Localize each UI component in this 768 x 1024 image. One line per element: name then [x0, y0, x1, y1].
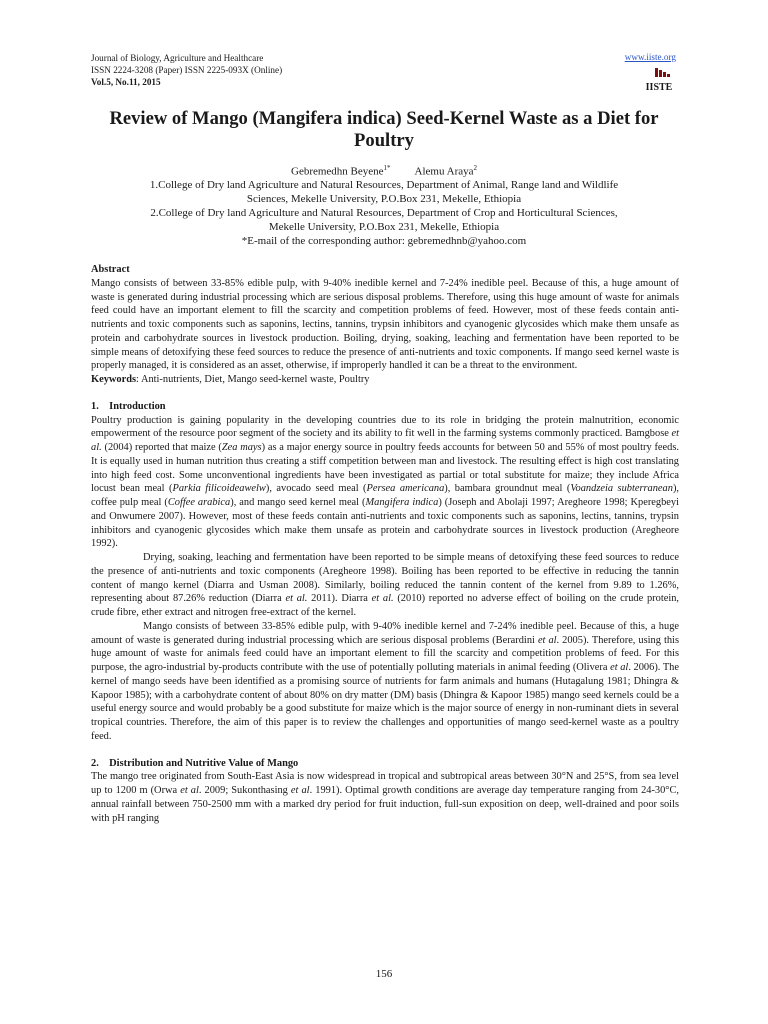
author-block [80, 162, 688, 248]
abstract-heading: Abstract [91, 264, 130, 275]
section-1-paragraph-2: Drying, soaking, leaching and fermentation have been reported to be simple means of detoxifying these feed sources to reduce the presence of anti-nutrients and toxic components (Aregheore 1998). Boiling has been reported to be effective in reducing the tannin content of mango kernel (Diarra and Usman 2008). Similarly, boiling reduced the tannin content of the kernel from 9.89 to 1.26%, representing about 87.26% reduction (Diarra et al. 2011). Diarra et al. (2010) reported no adverse effect of boiling on the crude protein, crude fibre, ether extract and nitrogen free-extract of the kernel. [91, 552, 680, 618]
author-1: Gebremedhn Beyene [291, 165, 384, 178]
affiliation-1-line-1: 1.College of Dry land Agriculture and Natural Resources, Department of Animal, Range land and Wildlife [149, 179, 619, 192]
journal-volume: Vol.5, No.11, 2015 [91, 77, 161, 87]
journal-name: Journal of Biology, Agriculture and Healthcare [91, 53, 264, 63]
journal-website-link[interactable]: www.iiste.org [624, 52, 676, 62]
keywords-label: Keywords [91, 374, 137, 385]
iiste-logo [643, 68, 675, 94]
affiliation-2-line-1: 2.College of Dry land Agriculture and Natural Resources, Department of Crop and Horticultural Sciences, [150, 207, 618, 220]
section-1-paragraph-1: Poultry production is gaining popularity in the developing countries due to its role in bridging the protein malnutrition, economic empowerment of the resource poor segment of the society and its ability to fit well in the farming systems commonly practiced. Bamgbose et al. (2004) reported that maize (Zea mays) as a major energy source in poultry feeds accounts for between 50 and 55% of most poultry feeds. It is equally used in human nutrition thus creating a stiff competition between man and livestock. The resulting effect is high cost translating into high feed cost. Some unconventional ingredients have been investigated as partial or total substitute for maize; they include Africa locust bean meal (Parkia filicoideawelw), avocado seed meal (Persea americana), bambara groundnut meal (Voandzeia subterranean), coffee pulp meal (Coffee arabica), and mango seed kernel meal (Mangifera indica) (Joseph and Abolaji 1997; Aregheore 1998; Kperegbeyi and Onwumere 2007). However, most of these feeds contain anti-nutrients and toxic components such as saponins, lectins, tannins, trypsin inhibitors and cyanogenic glycosides which make them unsafe as protein and carbohydrate sources in livestock production (Aregheore 1992). [91, 414, 679, 550]
page-number: 156 [375, 968, 393, 980]
journal-issn: ISSN 2224-3208 (Paper) ISSN 2225-093X (Online) [91, 65, 283, 75]
affiliation-2-line-2: Mekelle University, P.O.Box 231, Mekelle, Ethiopia [268, 220, 500, 233]
affiliation-1-line-2: Sciences, Mekelle University, P.O.Box 231, Mekelle, Ethiopia [246, 193, 522, 206]
author-names [80, 162, 688, 179]
section-2-paragraph-1: The mango tree originated from South-East Asia is now widespread in tropical and subtropical areas between 30°N and 25°S, from sea level up to 1200 m (Orwa et al. 2009; Sukonthasing et al. 1991). Optimal growth conditions are average day temperature ranging from 24-30°C, annual rainfall between 750-2500 mm with a marked dry period for fruit induction, full-sun exposition on deep, well-drained and poor soils with pH ranging [91, 771, 679, 824]
journal-header [91, 52, 677, 94]
section-1-heading: 1. Introduction [91, 400, 166, 412]
section-2-heading: 2. Distribution and Nutritive Value of Mango [91, 757, 299, 769]
keywords-line [91, 373, 679, 387]
section-1-paragraph-3: Mango consists of between 33-85% edible pulp, with 9-40% inedible kernel and 7-24% inedible peel. Because of this, a huge amount of waste is generated during industrial processing which are serious disposal problems (Berardini et al. 2005). Therefore, using this huge amount of waste for animals feed could have an important element to fill the scarcity and competition problems of feed. For this purpose, the agro-industrial by-products contribute with the use of potentially polluting materials in animal feeding (Olivera et al. 2006). The kernel of mango seeds have been identified as a promising source of nutrients for farm animals and humans (Hutagalung 1981; Dhingra & Kapoor 1985); with a carbohydrate content of about 80% on dry matter (DM) basis (Dhingra & Kapoor 1985) mango seed kernels could be a useful energy source and would probably be a good substitute for maize which is the major source of energy in non-ruminant diets in several tropical countries. Therefore, the aim of this paper is to review the challenges and opportunities of mango seed-kernel waste as a poultry feed. [91, 620, 679, 742]
author-2-mark: 2 [473, 164, 477, 172]
paper-body [91, 263, 679, 825]
paper-title: Review of Mango (Mangifera indica) Seed-Kernel Waste as a Diet for Poultry [109, 108, 659, 151]
author-2: Alemu Araya [414, 165, 474, 178]
corresponding-email: *E-mail of the corresponding author: gebremedhnb@yahoo.com [241, 234, 527, 247]
author-1-mark: 1* [383, 164, 391, 172]
abstract-text: Mango consists of between 33-85% edible pulp, with 9-40% inedible kernel and 7-24% inedible peel. Because of this, a huge amount of waste is generated during industrial processing which are serious disposal problems. Therefore, using this huge amount of waste for animals feed could have an important element to fill the scarcity and competition problems of feed. However, most of these feeds contain anti-nutrients and toxic components such as saponins, lectins, tannins, trypsin inhibitors and cyanogenic glycosides which make them unsafe as protein and carbohydrate sources in livestock production. Boiling, drying, soaking, leaching and fermentation have been reported to be simple means of detoxifying these feed sources to reduce the presence of anti-nutrients and toxic components. If mango seed kernel waste is properly managed, it is considered as an asset, otherwise, if improperly handled it can be a threat to the environment. [91, 277, 679, 372]
logo-text: IISTE [645, 82, 673, 93]
keywords-list: : Anti-nutrients, Diet, Mango seed-kernel waste, Poultry [136, 374, 370, 385]
